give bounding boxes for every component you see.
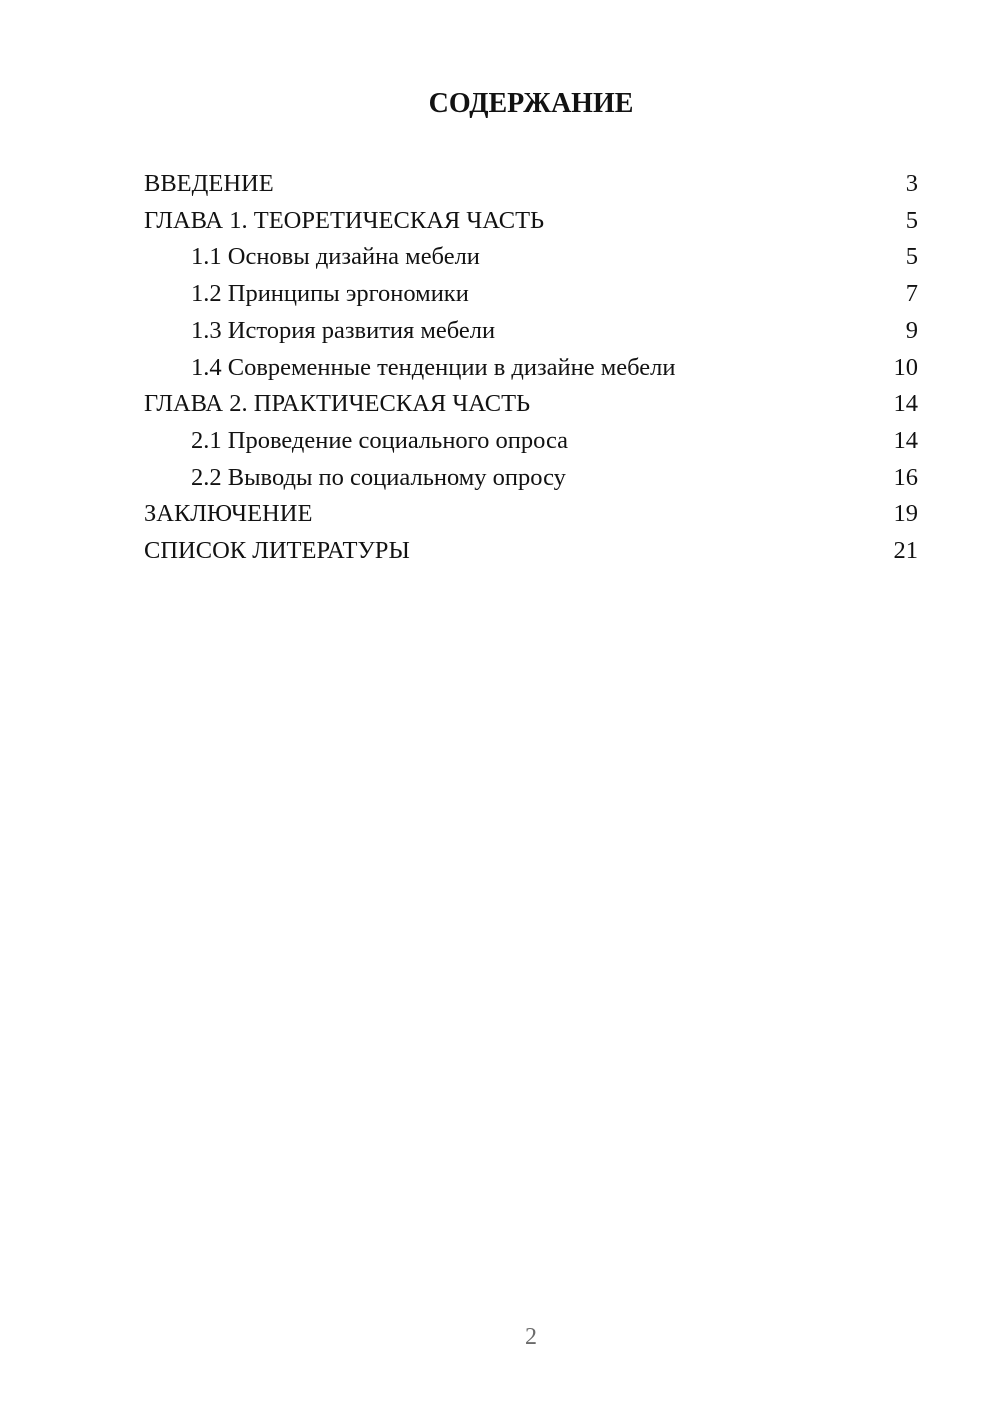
toc-list — [144, 166, 918, 570]
toc-entry — [144, 313, 918, 350]
toc-entry-page: 14 — [893, 426, 918, 454]
toc-title: СОДЕРЖАНИЕ — [428, 88, 634, 119]
toc-entry-label: 1.4 Современные тенденции в дизайне мебели — [191, 353, 676, 381]
toc-entry-page: 5 — [905, 206, 918, 234]
toc-entry-label: ГЛАВА 2. ПРАКТИЧЕСКАЯ ЧАСТЬ — [144, 390, 531, 418]
toc-entry-page: 9 — [905, 316, 918, 344]
toc-entry — [144, 533, 918, 570]
toc-entry-label: 1.3 История развития мебели — [191, 316, 496, 344]
toc-entry — [144, 239, 918, 276]
toc-entry — [144, 423, 918, 460]
toc-entry — [144, 203, 918, 240]
toc-entry-page: 5 — [905, 243, 918, 271]
toc-entry-label: 2.1 Проведение социального опроса — [191, 426, 569, 454]
toc-entry-page: 19 — [893, 500, 918, 528]
toc-entry — [144, 276, 918, 313]
toc-entry-label: 2.2 Выводы по социальному опросу — [191, 463, 566, 491]
toc-entry-label: ВВЕДЕНИЕ — [144, 170, 274, 197]
toc-entry — [144, 460, 918, 497]
toc-entry — [144, 166, 918, 203]
toc-content — [144, 0, 918, 570]
toc-entry-label: 1.1 Основы дизайна мебели — [191, 243, 480, 271]
toc-entry-page: 10 — [893, 353, 918, 381]
toc-entry — [144, 386, 918, 423]
toc-entry-page: 7 — [905, 280, 918, 308]
toc-entry-page: 21 — [893, 537, 918, 565]
toc-entry-page: 3 — [905, 170, 918, 197]
toc-entry-label: 1.2 Принципы эргономики — [191, 280, 469, 308]
toc-entry-label: СПИСОК ЛИТЕРАТУРЫ — [144, 537, 410, 565]
toc-entry — [144, 350, 918, 387]
toc-entry-page: 14 — [893, 390, 918, 418]
toc-entry — [144, 496, 918, 533]
toc-entry-label: ГЛАВА 1. ТЕОРЕТИЧЕСКАЯ ЧАСТЬ — [144, 206, 545, 234]
toc-entry-label: ЗАКЛЮЧЕНИЕ — [144, 500, 313, 528]
toc-entry-page: 16 — [893, 463, 918, 491]
footer-page-number: 2 — [525, 1324, 537, 1350]
